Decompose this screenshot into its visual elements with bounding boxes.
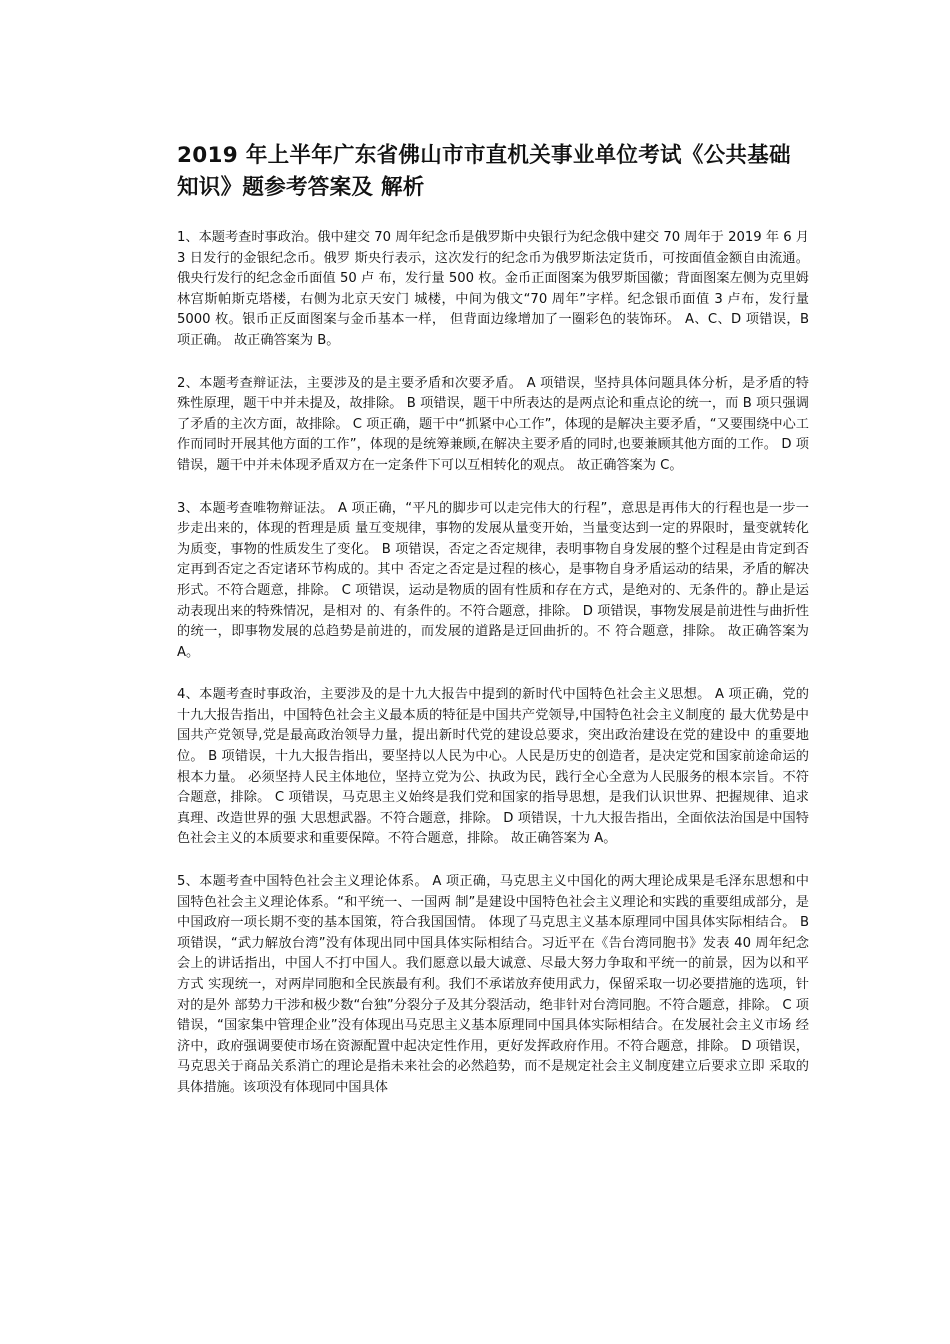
answer-paragraph-4: 4、本题考查时事政治，主要涉及的是十九大报告中提到的新时代中国特色社会主义思想。 A 项正确，党的十九大报告指出，中国特色社会主义最本质的特征是中国共产党领导,中国特色社会主义制度的 最大优势是中国共产党领导,党是最高政治领导力量，提出新时代党的建设总要求，突出政治建设在党的建设中 的重要地位。 B 项错误，十九大报告指出，要坚持以人民为中心。人民是历史的创造者，是决定党和国家前途命运的根本力量。 必须坚持人民主体地位，坚持立党为公、执政为民，践行全心全意为人民服务的根本宗旨。不符合题意，排除。 C 项错误，马克思主义始终是我们党和国家的指导思想，是我们认识世界、把握规律、追求真理、改造世界的强 大思想武器。不符合题意，排除。 D 项错误，十九大报告指出，全面依法治国是中国特色社会主义的本质要求和重要保障。不符合题意，排除。 故正确答案为 A。: [177, 687, 809, 847]
document-page: [177, 140, 809, 1121]
document-title: 2019 年上半年广东省佛山市市直机关事业单位考试《公共基础知识》题参考答案及 解析: [177, 143, 791, 200]
answer-paragraph-5: 5、本题考查中国特色社会主义理论体系。 A 项正确，马克思主义中国化的两大理论成果是毛泽东思想和中国特色社会主义理论体系。“和平统一、一国两 制”是建设中国特色社会主义理论和实践的重要组成部分，是中国政府一项长期不变的基本国策，符合我国国情。 体现了马克思主义基本原理同中国具体实际相结合。 B 项错误，“武力解放台湾”没有体现出同中国具体实际相结合。习近平在《告台湾同胞书》发表 40 周年纪念会上的讲话指出，中国人不打中国人。我们愿意以最大诚意、尽最大努力争取和平统一的前景，因为以和平方式 实现统一，对两岸同胞和全民族最有利。我们不承诺放弃使用武力，保留采取一切必要措施的选项，针对的是外 部势力干涉和极少数“台独”分裂分子及其分裂活动，绝非针对台湾同胞。不符合题意，排除。 C 项错误，“国家集中管理企业”没有体现出马克思主义基本原理同中国具体实际相结合。在发展社会主义市场 经济中，政府强调要使市场在资源配置中起决定性作用，更好发挥政府作用。不符合题意，排除。 D 项错误，马克思关于商品关系消亡的理论是指未来社会的必然趋势，而不是规定社会主义制度建立后要求立即 采取的具体措施。该项没有体现同中国具体: [177, 874, 809, 1095]
answer-paragraph-2: 2、本题考查辩证法，主要涉及的是主要矛盾和次要矛盾。 A 项错误，坚持具体问题具体分析，是矛盾的特殊性原理，题干中并未提及，故排除。 B 项错误，题干中所表达的是两点论和重点论的统一，而 B 项只强调了矛盾的主次方面，故排除。 C 项正确，题干中“抓紧中心工作”，体现的是解决主要矛盾，“又要围绕中心工作而同时开展其他方面的工作”，体现的是统筹兼顾,在解决主要矛盾的同时,也要兼顾其他方面的工作。 D 项错误，题干中并未体现矛盾双方在一定条件下可以互相转化的观点。 故正确答案为 C。: [177, 375, 809, 473]
answer-paragraph-3: 3、本题考查唯物辩证法。 A 项正确，“平凡的脚步可以走完伟大的行程”，意思是再伟大的行程也是一步一步走出来的，体现的哲理是质 量互变规律，事物的发展从量变开始，当量变达到一定的界限时，量变就转化为质变，事物的性质发生了变化。 B 项错误，否定之否定规律，表明事物自身发展的整个过程是由肯定到否定再到否定之否定诸环节构成的。其中 否定之否定是过程的核心，是事物自身矛盾运动的结果，矛盾的解决形式。不符合题意，排除。 C 项错误，运动是物质的固有性质和存在方式，是绝对的、无条件的。静止是运动表现出来的特殊情况，是相对 的、有条件的。不符合题意，排除。 D 项错误，事物发展是前进性与曲折性的统一，即事物发展的总趋势是前进的，而发展的道路是迂回曲折的。不 符合题意，排除。 故正确答案为 A。: [177, 500, 809, 660]
answer-paragraph-1: 1、本题考查时事政治。俄中建交 70 周年纪念币是俄罗斯中央银行为纪念俄中建交 70 周年于 2019 年 6 月 3 日发行的金银纪念币。俄罗 斯央行表示，这次发行的纪念币为俄罗斯法定货币，可按面值金额自由流通。俄央行发行的纪念金币面值 50 卢 布，发行量 500 枚。金币正面图案为俄罗斯国徽；背面图案左侧为克里姆林宫斯帕斯克塔楼，右侧为北京天安门 城楼，中间为俄文“70 周年”字样。纪念银币面值 3 卢布，发行量 5000 枚。银币正反面图案与金币基本一样， 但背面边缘增加了一圈彩色的装饰环。 A、C、D 项错误，B 项正确。 故正确答案为 B。: [177, 230, 809, 348]
